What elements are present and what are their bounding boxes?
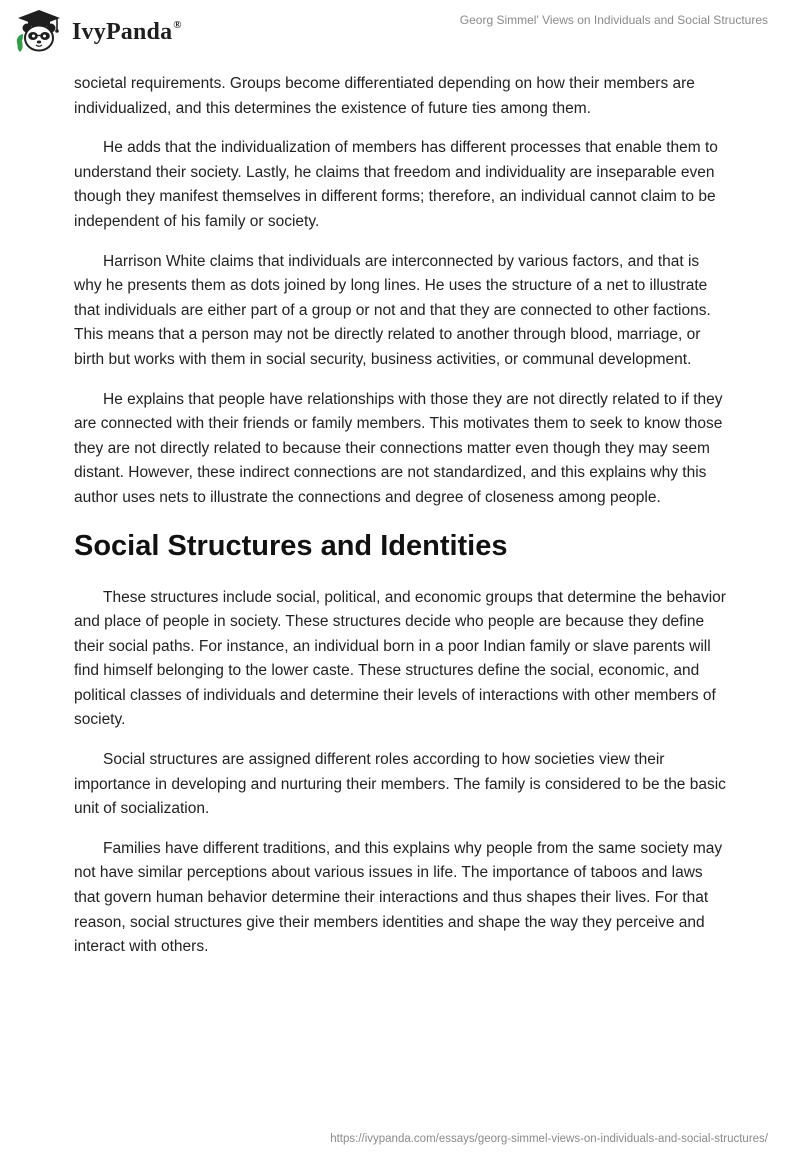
paragraph: Social structures are assigned different roles according to how societies view their importance in developing and nurturing their members. The family is considered to be the basic unit of socialization. (74, 751, 726, 818)
ivypanda-logo[interactable] (14, 8, 182, 54)
paragraph: He explains that people have relationships with those they are not directly related to if they are connected with their friends or family members. This motivates them to seek to know those they are not directly related to because their connections matter even though they may seem distant. However, these indirect connections are not standardized, and this explains why this author uses nets to illustrate the connections and degree of closeness among people. (74, 390, 723, 506)
section-heading: Social Structures and Identities (74, 529, 508, 562)
document-title: Georg Simmel' Views on Individuals and Social Structures (459, 13, 768, 27)
paragraph-continuation: societal requirements. Groups become differentiated depending on how their members are individualized, and this determines the existence of future ties among them. (74, 75, 695, 117)
paragraph: These structures include social, political, and economic groups that determine the behavior and place of people in society. These structures decide who people are because they define their social paths. For instance, an individual born in a poor Indian family or slave parents will find himself belonging to the lower caste. These structures define the social, economic, and political classes of individuals and determine their levels of interactions with other members of society. (74, 588, 726, 729)
registered-mark: ® (173, 18, 182, 31)
paragraph: Harrison White claims that individuals are interconnected by various factors, and that is why he presents them as dots joined by long lines. He uses the structure of a net to illustrate that individuals are either part of a group or not and that they are connected to other factions. This means that a person may not be directly related to another through blood, marriage, or birth but works with them in social security, business activities, or communal development. (74, 252, 711, 368)
source-url[interactable]: https://ivypanda.com/essays/georg-simmel-views-on-individuals-and-social-structures/ (330, 1133, 768, 1145)
logo-text: IvyPanda® (72, 18, 182, 45)
paragraph: He adds that the individualization of members has different processes that enable them to understand their society. Lastly, he claims that freedom and individuality are inseparable even though they manifest themselves in different forms; therefore, an individual cannot claim to be independent of his family or society. (74, 139, 718, 230)
page-header (0, 0, 800, 60)
panda-graduate-icon (14, 8, 64, 54)
essay-content (74, 72, 730, 975)
paragraph: Families have different traditions, and this explains why people from the same society may not have similar perceptions about various issues in life. The importance of taboos and laws that govern human behavior determine their interactions and thus shapes their lives. For that reason, social structures give their members identities and shape the way they perceive and interact with others. (74, 839, 723, 956)
